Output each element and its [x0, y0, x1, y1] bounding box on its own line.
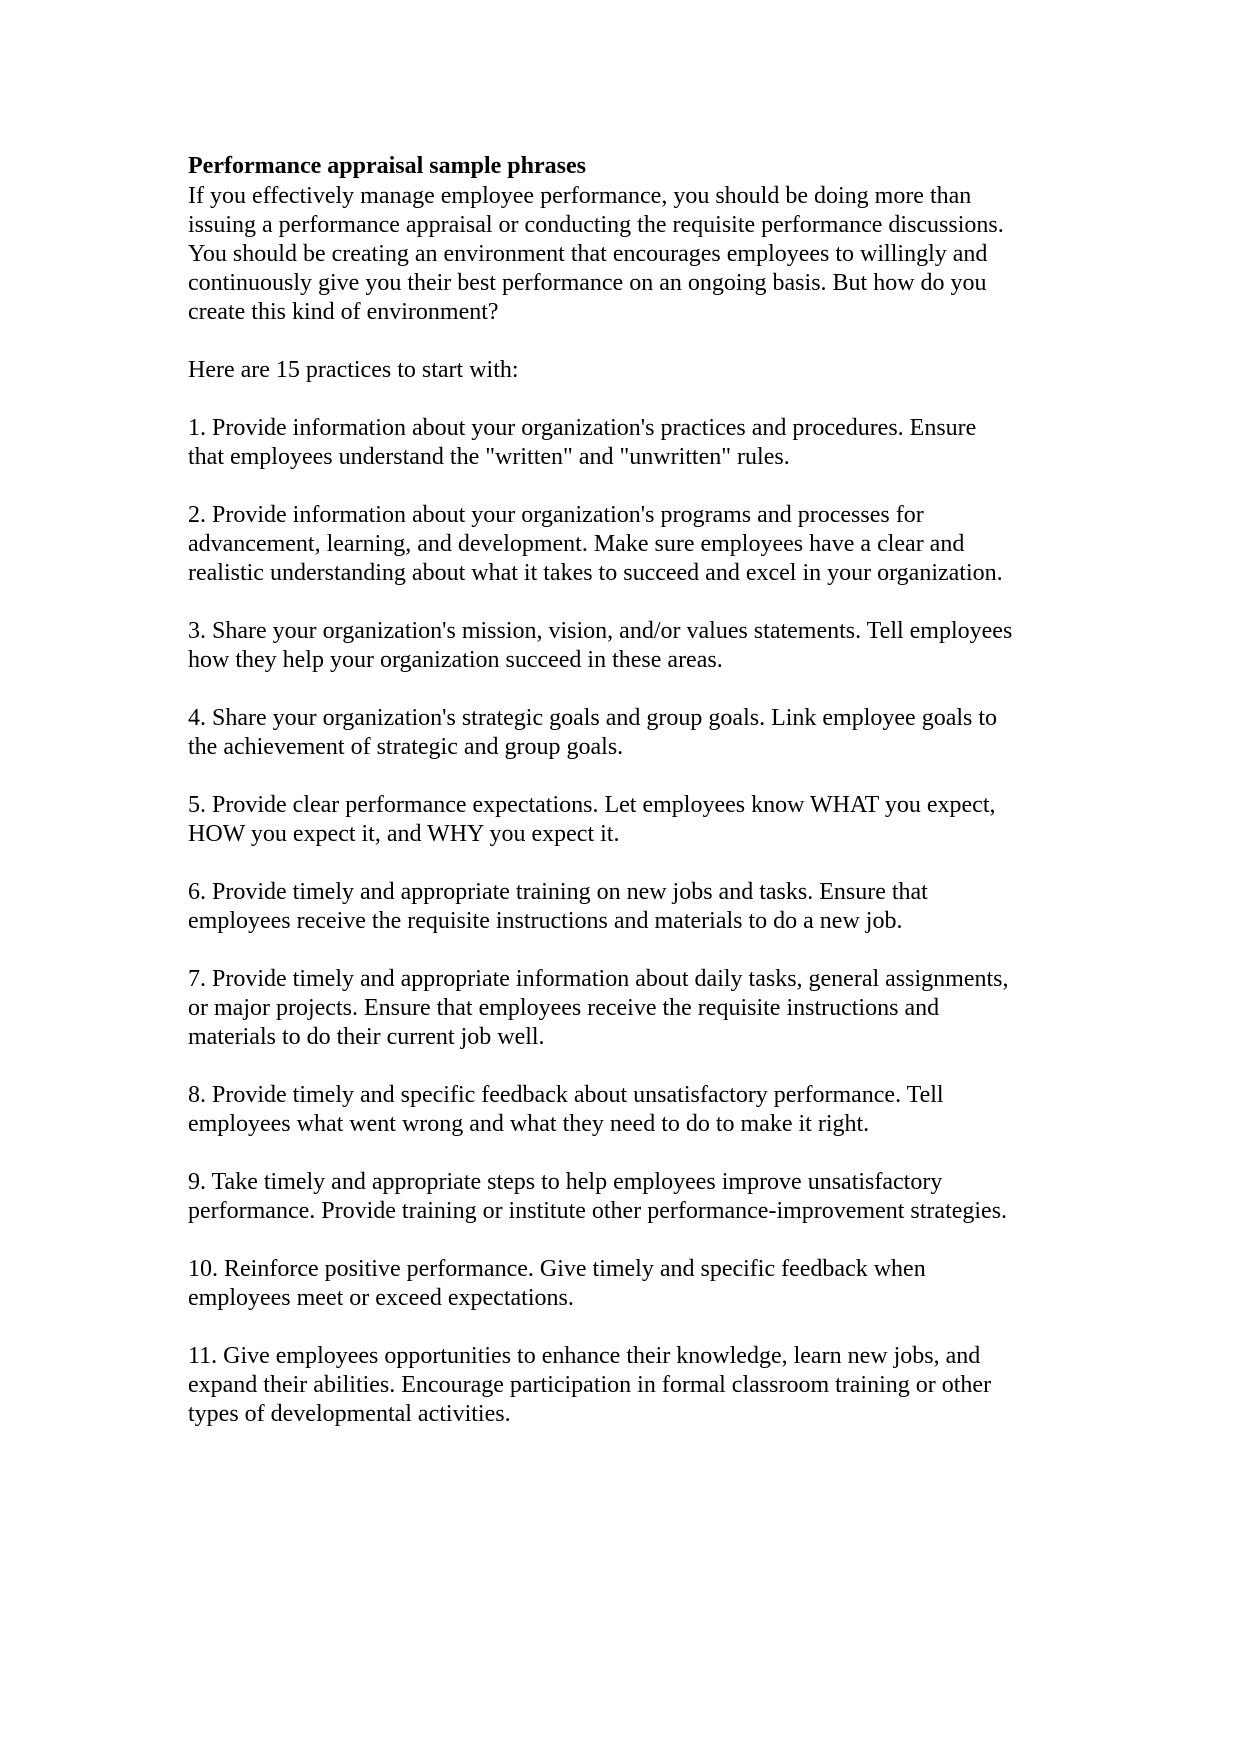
intro-line: You should be creating an environment that encourages employees to willingly and [188, 241, 988, 267]
intro-paragraph [188, 182, 1088, 327]
document-title: Performance appraisal sample phrases [188, 153, 586, 179]
practice-line: 10. Reinforce positive performance. Give timely and specific feedback when [188, 1256, 926, 1282]
practice-line: performance. Provide training or institute other performance-improvement strategies. [188, 1198, 1008, 1224]
lead-in-paragraph [188, 356, 1088, 385]
document-page [188, 150, 1088, 1458]
practice-line: HOW you expect it, and WHY you expect it. [188, 821, 620, 847]
practice-item-2 [188, 501, 1088, 588]
practice-line: 11. Give employees opportunities to enhance their knowledge, learn new jobs, and [188, 1343, 981, 1369]
practice-item-7 [188, 965, 1088, 1052]
intro-line: continuously give you their best performance on an ongoing basis. But how do you [188, 270, 987, 296]
lead-in-text: Here are 15 practices to start with: [188, 357, 519, 383]
intro-line: If you effectively manage employee performance, you should be doing more than [188, 183, 972, 209]
practice-line: 5. Provide clear performance expectations. Let employees know WHAT you expect, [188, 792, 996, 818]
practice-item-9 [188, 1168, 1088, 1226]
practice-item-5 [188, 791, 1088, 849]
practice-line: or major projects. Ensure that employees receive the requisite instructions and [188, 995, 940, 1021]
intro-line: create this kind of environment? [188, 299, 499, 325]
practice-line: employees what went wrong and what they need to do to make it right. [188, 1111, 870, 1137]
practice-item-8 [188, 1081, 1088, 1139]
practice-line: employees receive the requisite instructions and materials to do a new job. [188, 908, 903, 934]
practice-line: 6. Provide timely and appropriate training on new jobs and tasks. Ensure that [188, 879, 928, 905]
practice-line: realistic understanding about what it takes to succeed and excel in your organization. [188, 560, 1003, 586]
practice-item-1 [188, 414, 1088, 472]
practice-line: the achievement of strategic and group goals. [188, 734, 624, 760]
practice-line: 3. Share your organization's mission, vision, and/or values statements. Tell employees [188, 618, 1013, 644]
intro-line: issuing a performance appraisal or conducting the requisite performance discussions. [188, 212, 1004, 238]
practice-line: 9. Take timely and appropriate steps to help employees improve unsatisfactory [188, 1169, 943, 1195]
practice-item-10 [188, 1255, 1088, 1313]
practice-line: materials to do their current job well. [188, 1024, 545, 1050]
practice-line: employees meet or exceed expectations. [188, 1285, 574, 1311]
practice-line: 1. Provide information about your organization's practices and procedures. Ensure [188, 415, 977, 441]
practice-line: 7. Provide timely and appropriate information about daily tasks, general assignments, [188, 966, 1009, 992]
practice-item-3 [188, 617, 1088, 675]
practice-line: how they help your organization succeed in these areas. [188, 647, 723, 673]
practice-item-11 [188, 1342, 1088, 1429]
practice-item-6 [188, 878, 1088, 936]
practice-line: expand their abilities. Encourage participation in formal classroom training or other [188, 1372, 992, 1398]
practice-line: that employees understand the "written" and "unwritten" rules. [188, 444, 790, 470]
practice-line: 4. Share your organization's strategic goals and group goals. Link employee goals to [188, 705, 998, 731]
practice-item-4 [188, 704, 1088, 762]
practice-line: 2. Provide information about your organization's programs and processes for [188, 502, 924, 528]
practice-line: 8. Provide timely and specific feedback about unsatisfactory performance. Tell [188, 1082, 944, 1108]
practice-line: types of developmental activities. [188, 1401, 511, 1427]
practice-line: advancement, learning, and development. Make sure employees have a clear and [188, 531, 965, 557]
